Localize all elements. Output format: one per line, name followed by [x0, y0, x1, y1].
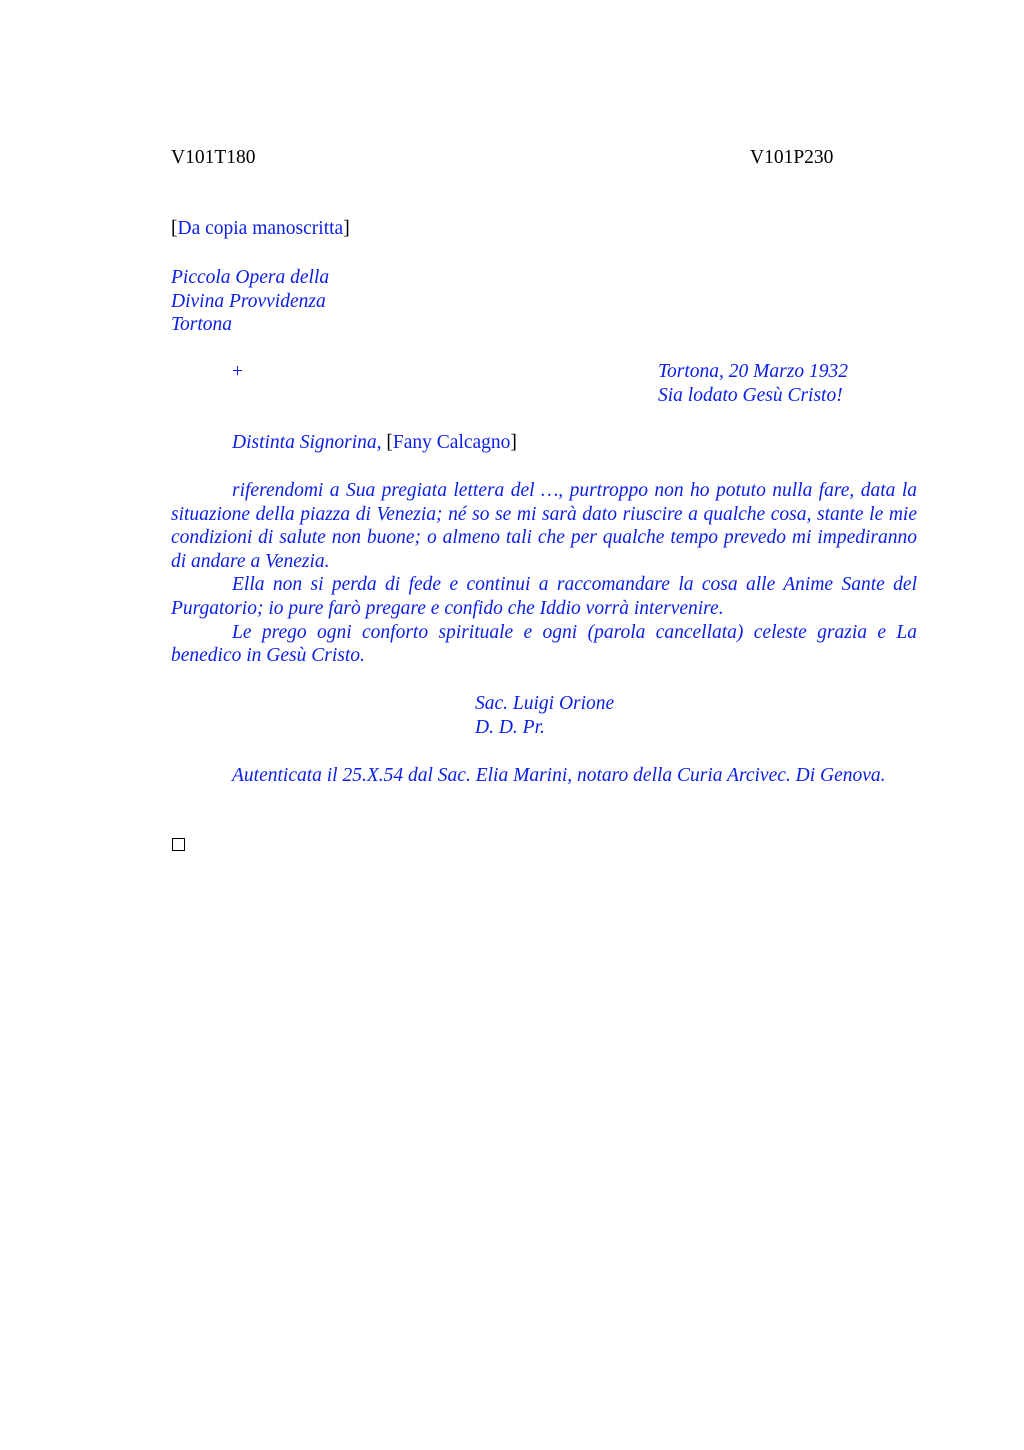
salutation-text: Distinta Signorina,	[232, 432, 382, 453]
cross-symbol: +	[232, 361, 243, 382]
authentication-text: Autenticata il 25.X.54 dal Sac. Elia Marini, notaro della Curia Arcivec. Di Genova.	[232, 765, 886, 786]
letterhead	[171, 266, 329, 337]
source-note-text: Da copia manoscritta	[177, 218, 344, 239]
letterhead-line: Divina Provvidenza	[171, 290, 326, 312]
signature	[475, 692, 614, 739]
body-paragraph: riferendomi a Sua pregiata lettera del …, purtroppo non ho potuto nulla fare, data la situazione della piazza di Venezia; né so se mi sarà dato riuscire a qualche cosa, stante le mie condizioni di salute non buone; o almeno tali che per qualche tempo prevedo mi impediranno di andare a Venezia.	[171, 480, 917, 572]
salutation-recipient: Fany Calcagno	[392, 432, 511, 453]
body-paragraph: Ella non si perda di fede e continui a raccomandare la cosa alle Anime Sante del Purgatorio; io pure farò pregare e confido che Iddio vorrà intervenire.	[171, 574, 917, 619]
signature-title: D. D. Pr.	[475, 716, 545, 738]
source-note	[171, 217, 350, 241]
salutation-open-bracket: [	[386, 432, 393, 453]
source-note-open-bracket: [	[171, 218, 178, 239]
salutation	[232, 431, 517, 455]
dateline	[658, 360, 848, 407]
motto: Sia lodato Gesù Cristo!	[658, 384, 843, 406]
letter-body	[171, 479, 917, 668]
salutation-close-bracket: ]	[510, 432, 517, 453]
letterhead-line: Piccola Opera della	[171, 267, 330, 288]
signature-name: Sac. Luigi Orione	[475, 693, 615, 714]
authentication-note	[171, 764, 917, 788]
place-date: Tortona, 20 Marzo 1932	[658, 361, 848, 382]
body-paragraph: Le prego ogni conforto spirituale e ogni (parola cancellata) celeste grazia e La benedico in Gesù Cristo.	[171, 621, 917, 667]
letterhead-line: Tortona	[171, 314, 233, 336]
end-of-document-box-icon	[172, 838, 185, 851]
document-code-left: V101T180	[171, 147, 256, 168]
document-code-right: V101P230	[750, 147, 834, 168]
source-note-close-bracket: ]	[343, 218, 350, 239]
